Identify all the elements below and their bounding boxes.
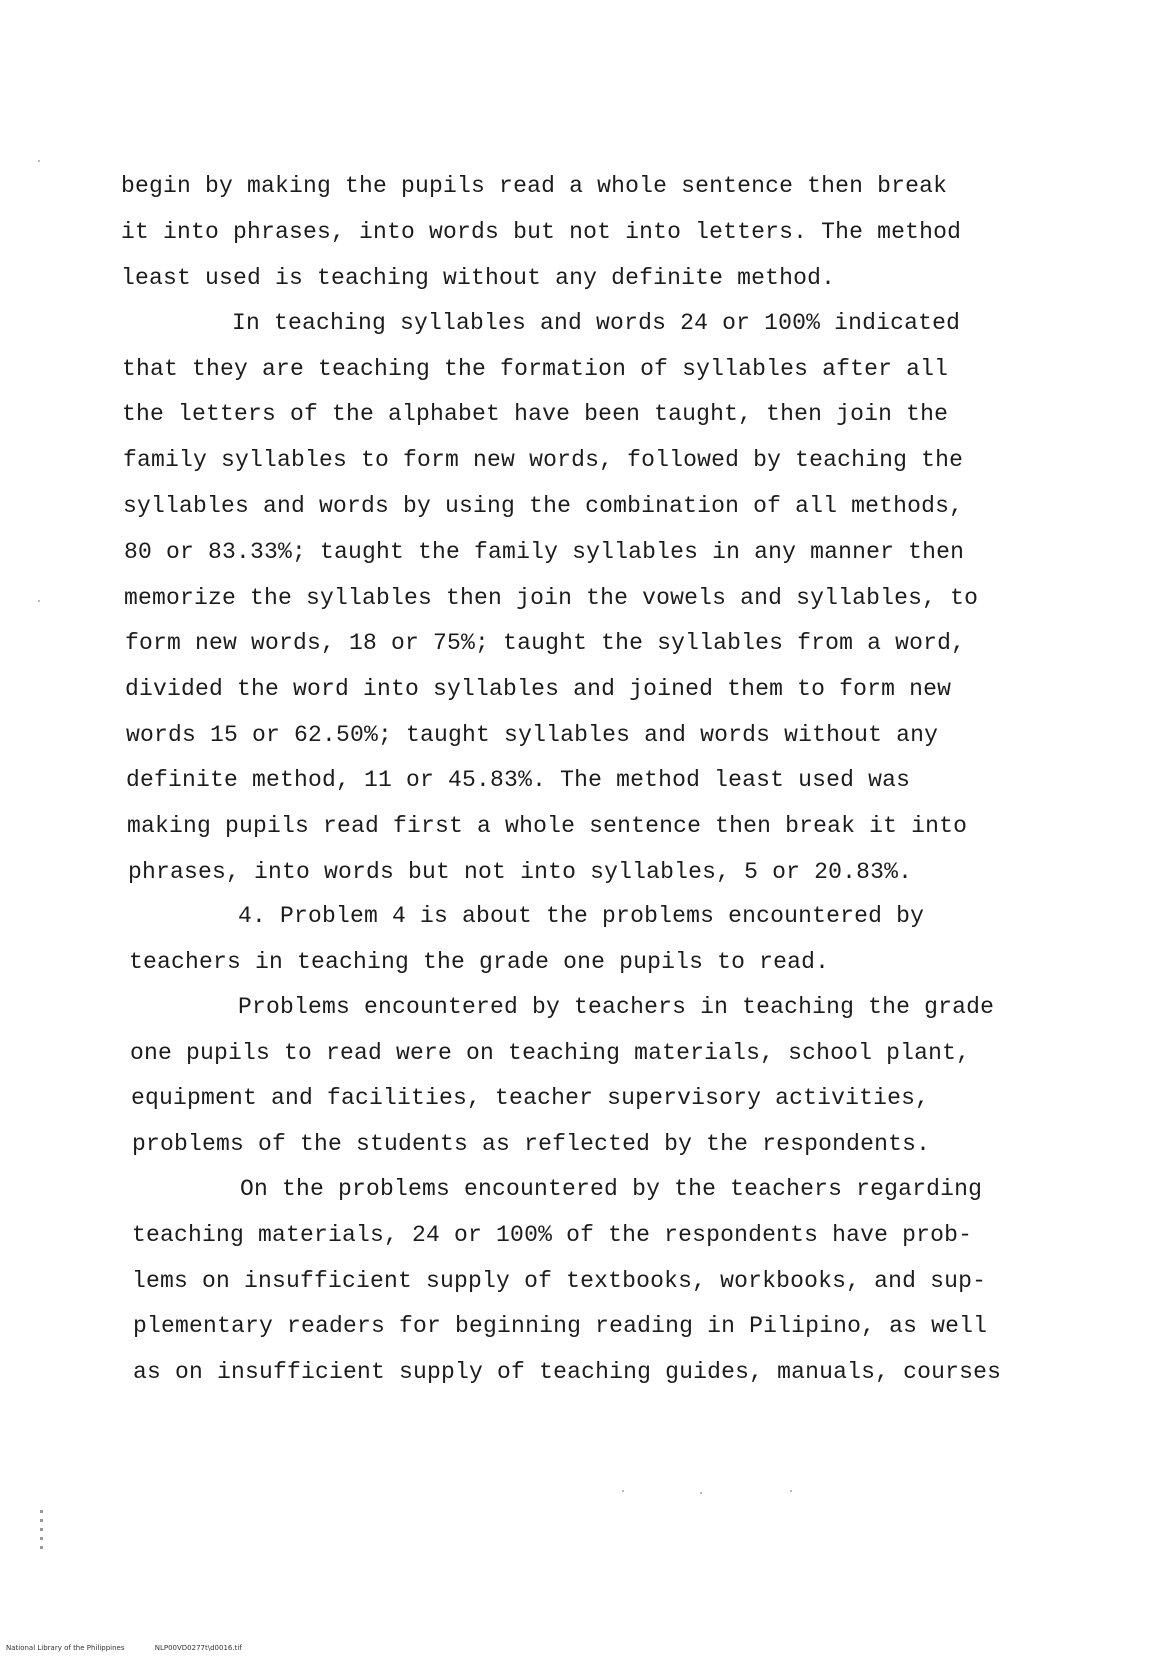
- scan-speck: [622, 1490, 624, 1492]
- text-line: equipment and facilities, teacher supervisory activities,: [131, 1085, 930, 1111]
- text-line: teachers in teaching the grade one pupils to read.: [129, 949, 830, 975]
- text-line: In teaching syllables and words 24 or 100% indicated: [232, 310, 961, 336]
- scan-speck: [38, 600, 40, 602]
- text-line: definite method, 11 or 45.83%. The method least used was: [126, 767, 911, 793]
- text-line: 4. Problem 4 is about the problems encountered by: [238, 903, 925, 929]
- text-line: it into phrases, into words but not into letters. The method: [121, 219, 962, 245]
- text-line: lems on insufficient supply of textbooks, workbooks, and sup-: [132, 1268, 987, 1294]
- text-line: phrases, into words but not into syllables, 5 or 20.83%.: [128, 859, 913, 885]
- text-line: making pupils read first a whole sentence then break it into: [127, 813, 968, 839]
- text-line: 80 or 83.33%; taught the family syllables in any manner then: [124, 539, 965, 565]
- text-line: as on insufficient supply of teaching guides, manuals, courses: [133, 1359, 1002, 1385]
- scan-footer: [6, 1644, 270, 1652]
- text-line: On the problems encountered by the teachers regarding: [240, 1176, 983, 1202]
- text-line: memorize the syllables then join the vowels and syllables, to: [124, 585, 979, 611]
- scan-speck: [790, 1490, 792, 1492]
- text-line: syllables and words by using the combination of all methods,: [123, 493, 964, 519]
- text-line: problems of the students as reflected by the respondents.: [132, 1131, 931, 1157]
- text-line: the letters of the alphabet have been taught, then join the: [122, 401, 949, 427]
- text-line: family syllables to form new words, followed by teaching the: [123, 447, 964, 473]
- scan-speck: [38, 160, 40, 162]
- text-line: least used is teaching without any definite method.: [121, 265, 836, 291]
- text-line: begin by making the pupils read a whole sentence then break: [121, 173, 948, 199]
- footer-library: National Library of the Philippines: [6, 1644, 125, 1652]
- text-line: plementary readers for beginning reading in Pilipino, as well: [133, 1313, 988, 1339]
- text-line: that they are teaching the formation of syllables after all: [122, 356, 949, 382]
- text-line: teaching materials, 24 or 100% of the respondents have prob-: [132, 1222, 973, 1248]
- text-line: form new words, 18 or 75%; taught the syllables from a word,: [125, 630, 966, 656]
- margin-scan-marks: [36, 1510, 48, 1600]
- scan-speck: [700, 1492, 702, 1494]
- text-line: words 15 or 62.50%; taught syllables and words without any: [126, 722, 939, 748]
- text-line: Problems encountered by teachers in teaching the grade: [238, 994, 995, 1020]
- text-line: one pupils to read were on teaching materials, school plant,: [130, 1040, 971, 1066]
- footer-file: NLP00VD0277t\d0016.tif: [154, 1644, 242, 1652]
- text-line: divided the word into syllables and joined them to form new: [125, 676, 952, 702]
